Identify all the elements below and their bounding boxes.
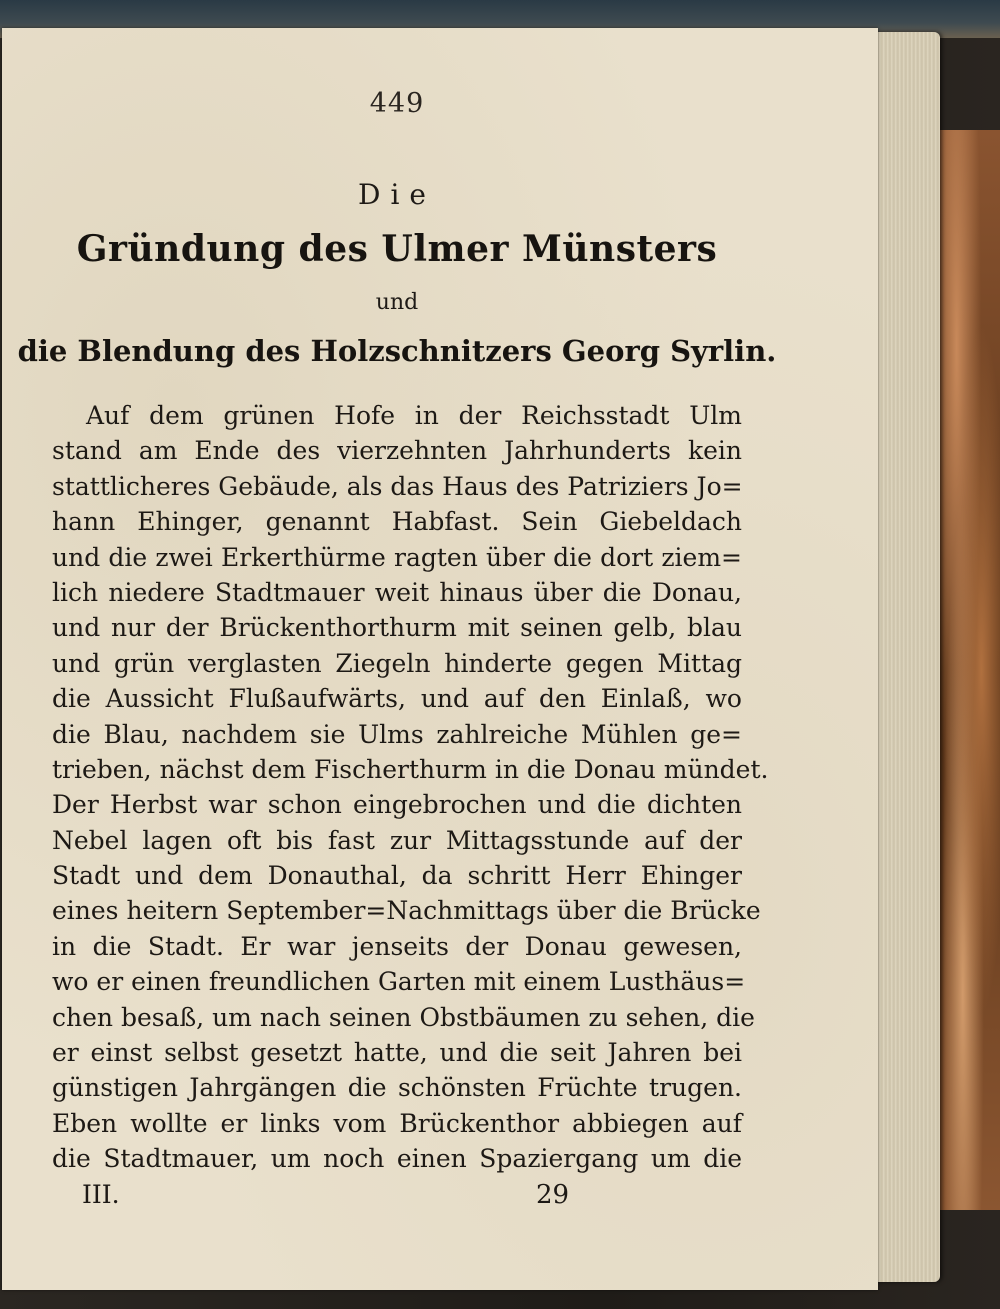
title-die: Die xyxy=(358,178,436,211)
text-line: Eben wollte er links vom Brückenthor abbiegen auf xyxy=(52,1108,742,1138)
sheet-number: 29 xyxy=(536,1180,570,1210)
title-subtitle: die Blendung des Holzschnitzers Georg Syrlin. xyxy=(17,334,777,368)
text-line: und nur der Brückenthorthurm mit seinen gelb, blau xyxy=(52,613,742,643)
text-line: und grün verglasten Ziegeln hinderte gegen Mittag xyxy=(52,648,742,678)
text-line: stattlicheres Gebäude, als das Haus des Patriziers Jo= xyxy=(52,471,743,501)
text-line: Auf dem grünen Hofe in der Reichsstadt Ulm xyxy=(86,401,742,430)
text-line: und die zwei Erkerthürme ragten über die dort ziem= xyxy=(52,542,742,572)
text-line: eines heitern September=Nachmittags über die Brücke xyxy=(52,896,761,926)
text-line: Der Herbst war schon eingebrochen und die dichten xyxy=(52,790,742,820)
text-line: stand am Ende des vierzehnten Jahrhunderts kein xyxy=(52,436,742,466)
text-line: Nebel lagen oft bis fast zur Mittagsstunde auf der xyxy=(52,825,742,855)
title-main: Gründung des Ulmer Münsters xyxy=(76,228,718,270)
title-und: und xyxy=(375,290,419,315)
text-line: Stadt und dem Donauthal, da schritt Herr Ehinger xyxy=(52,861,742,891)
text-line: wo er einen freundlichen Garten mit einem Lusthäus= xyxy=(52,967,746,997)
book-page xyxy=(2,28,878,1290)
text-line: hann Ehinger, genannt Habfast. Sein Giebeldach xyxy=(52,507,742,537)
text-line: er einst selbst gesetzt hatte, und die seit Jahren bei xyxy=(52,1038,742,1068)
text-line: die Blau, nachdem sie Ulms zahlreiche Mühlen ge= xyxy=(52,719,742,749)
body-text xyxy=(52,398,769,1177)
text-line: die Stadtmauer, um noch einen Spaziergang um die xyxy=(52,1144,742,1174)
text-line: chen besaß, um nach seinen Obstbäumen zu sehen, die xyxy=(52,1002,755,1032)
text-line: in die Stadt. Er war jenseits der Donau gewesen, xyxy=(52,931,742,961)
signature-mark: III. xyxy=(82,1180,120,1209)
text-line: günstigen Jahrgängen die schönsten Früchte trugen. xyxy=(52,1073,742,1103)
text-line: lich niedere Stadtmauer weit hinaus über die Donau, xyxy=(52,577,742,607)
marbled-cover-edge xyxy=(935,130,1000,1210)
text-line: trieben, nächst dem Fischerthurm in die Donau mündet. xyxy=(52,754,769,784)
text-line: die Aussicht Flußaufwärts, und auf den Einlaß, wo xyxy=(52,684,742,714)
page-number: 449 xyxy=(369,88,425,119)
